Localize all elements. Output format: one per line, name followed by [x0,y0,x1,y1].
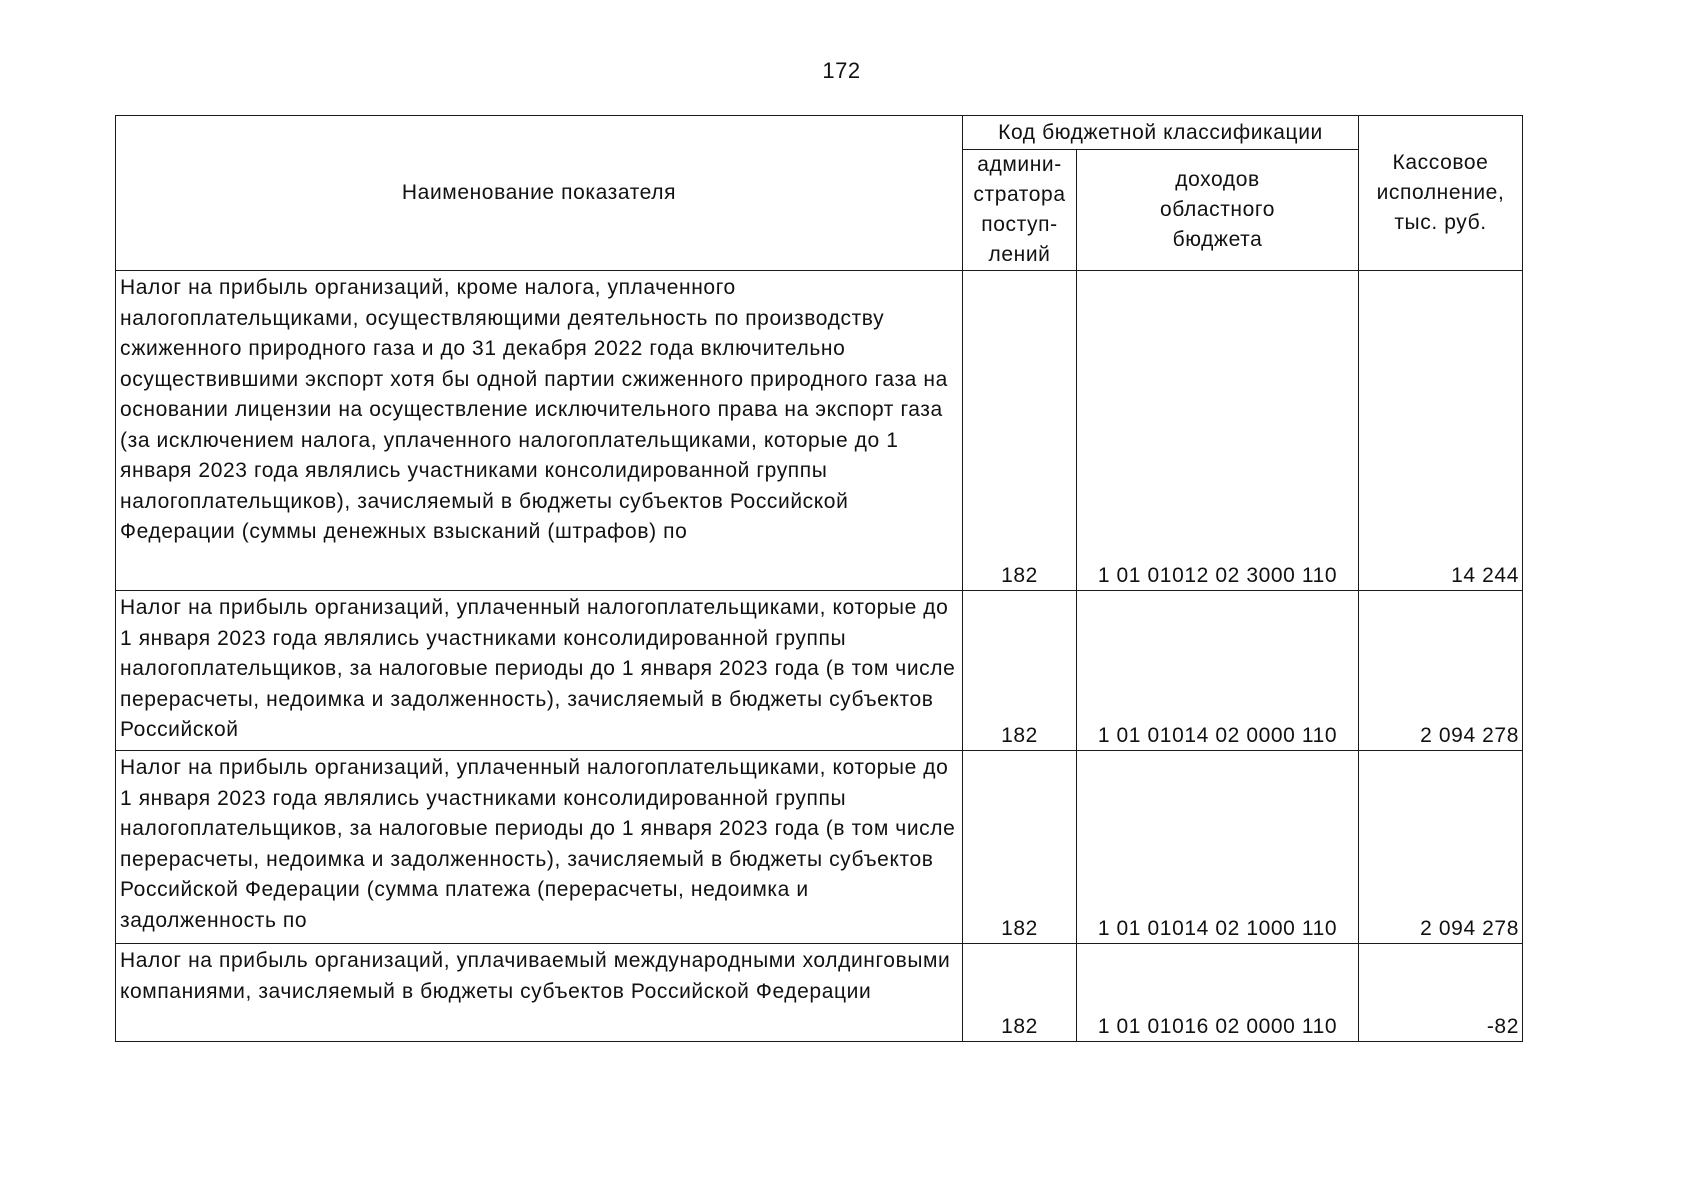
header-regional-budget-income [1077,150,1359,271]
budget-revenue-table [115,115,1523,1042]
budget-classification-code-cell: 1 01 01014 02 0000 110 [1077,591,1359,751]
header-income-line-3: бюджета [1172,228,1263,251]
page-number: 172 [822,58,861,83]
header-income-line-2: областного [1160,198,1275,221]
header-total-line-3: тыс. руб. [1394,211,1487,234]
header-indicator-name: Наименование показателя [116,116,963,271]
indicator-name-cell [116,591,963,751]
budget-classification-code-cell: 1 01 01016 02 0000 110 [1077,944,1359,1042]
indicator-name-text: Налог на прибыль организаций, уплаченный налогоплательщиками, которые до 1 января 2023 года являлись участниками консолидированной группы налогоплательщиков, за налоговые периоды до 1 января 2023 года (в том числе перерасчеты, недоимка и задолженность), зачисляемый в бюджеты субъектов Российской [120,596,956,741]
indicator-name-text: Налог на прибыль организаций, кроме налога, уплаченного налогоплательщиками, осуществляющими деятельность по производству сжиженного природного газа и до 31 декабря 2022 года включительно осуществившими экспорт хотя бы одной партии сжиженного природного газа на основании лицензии на осуществление исключительного права на экспорт газа (за исключением налога, уплаченного налогоплательщиками, которые до 1 января 2023 года являлись участниками консолидированной группы налогоплательщиков), зачисляемый в бюджеты субъектов Российской Федерации (суммы денежных взысканий (штрафов) по [120,276,948,543]
administrator-code-cell: 182 [963,591,1077,751]
cash-execution-cell: 2 094 278 [1359,591,1523,751]
header-admin-line-1: админи- [977,153,1062,176]
budget-classification-code-cell: 1 01 01014 02 1000 110 [1077,751,1359,944]
header-total-line-1: Кассовое [1392,151,1489,174]
header-admin-line-2: стратора [973,183,1066,206]
header-revenue-administrator [963,150,1077,271]
indicator-name-cell [116,751,963,944]
header-income-line-1: доходов [1175,168,1260,191]
cash-execution-cell: -82 [1359,944,1523,1042]
indicator-name-cell [116,271,963,591]
indicator-name-text: Налог на прибыль организаций, уплаченный налогоплательщиками, которые до 1 января 2023 года являлись участниками консолидированной группы налогоплательщиков, за налоговые периоды до 1 января 2023 года (в том числе перерасчеты, недоимка и задолженность), зачисляемый в бюджеты субъектов Российской Федерации (сумма платежа (перерасчеты, недоимка и задолженность по [120,756,956,932]
cash-execution-cell: 2 094 278 [1359,751,1523,944]
administrator-code-cell: 182 [963,751,1077,944]
indicator-name-cell [116,944,963,1042]
cash-execution-cell: 14 244 [1359,271,1523,591]
administrator-code-cell: 182 [963,944,1077,1042]
table-row [116,751,1523,944]
table-row [116,591,1523,751]
header-admin-line-4: лений [988,243,1051,266]
budget-classification-code-cell: 1 01 01012 02 3000 110 [1077,271,1359,591]
indicator-name-text: Налог на прибыль организаций, уплачиваемый международными холдинговыми компаниями, зачисляемый в бюджеты субъектов Российской Федерации [120,949,951,1003]
table-row [116,944,1523,1042]
header-total-line-2: исполнение, [1376,181,1505,204]
administrator-code-cell: 182 [963,271,1077,591]
table-row [116,271,1523,591]
header-cash-execution [1359,116,1523,271]
header-row-top [116,116,1523,150]
header-classification-code: Код бюджетной классификации [963,116,1359,150]
header-admin-line-3: поступ- [981,213,1058,236]
